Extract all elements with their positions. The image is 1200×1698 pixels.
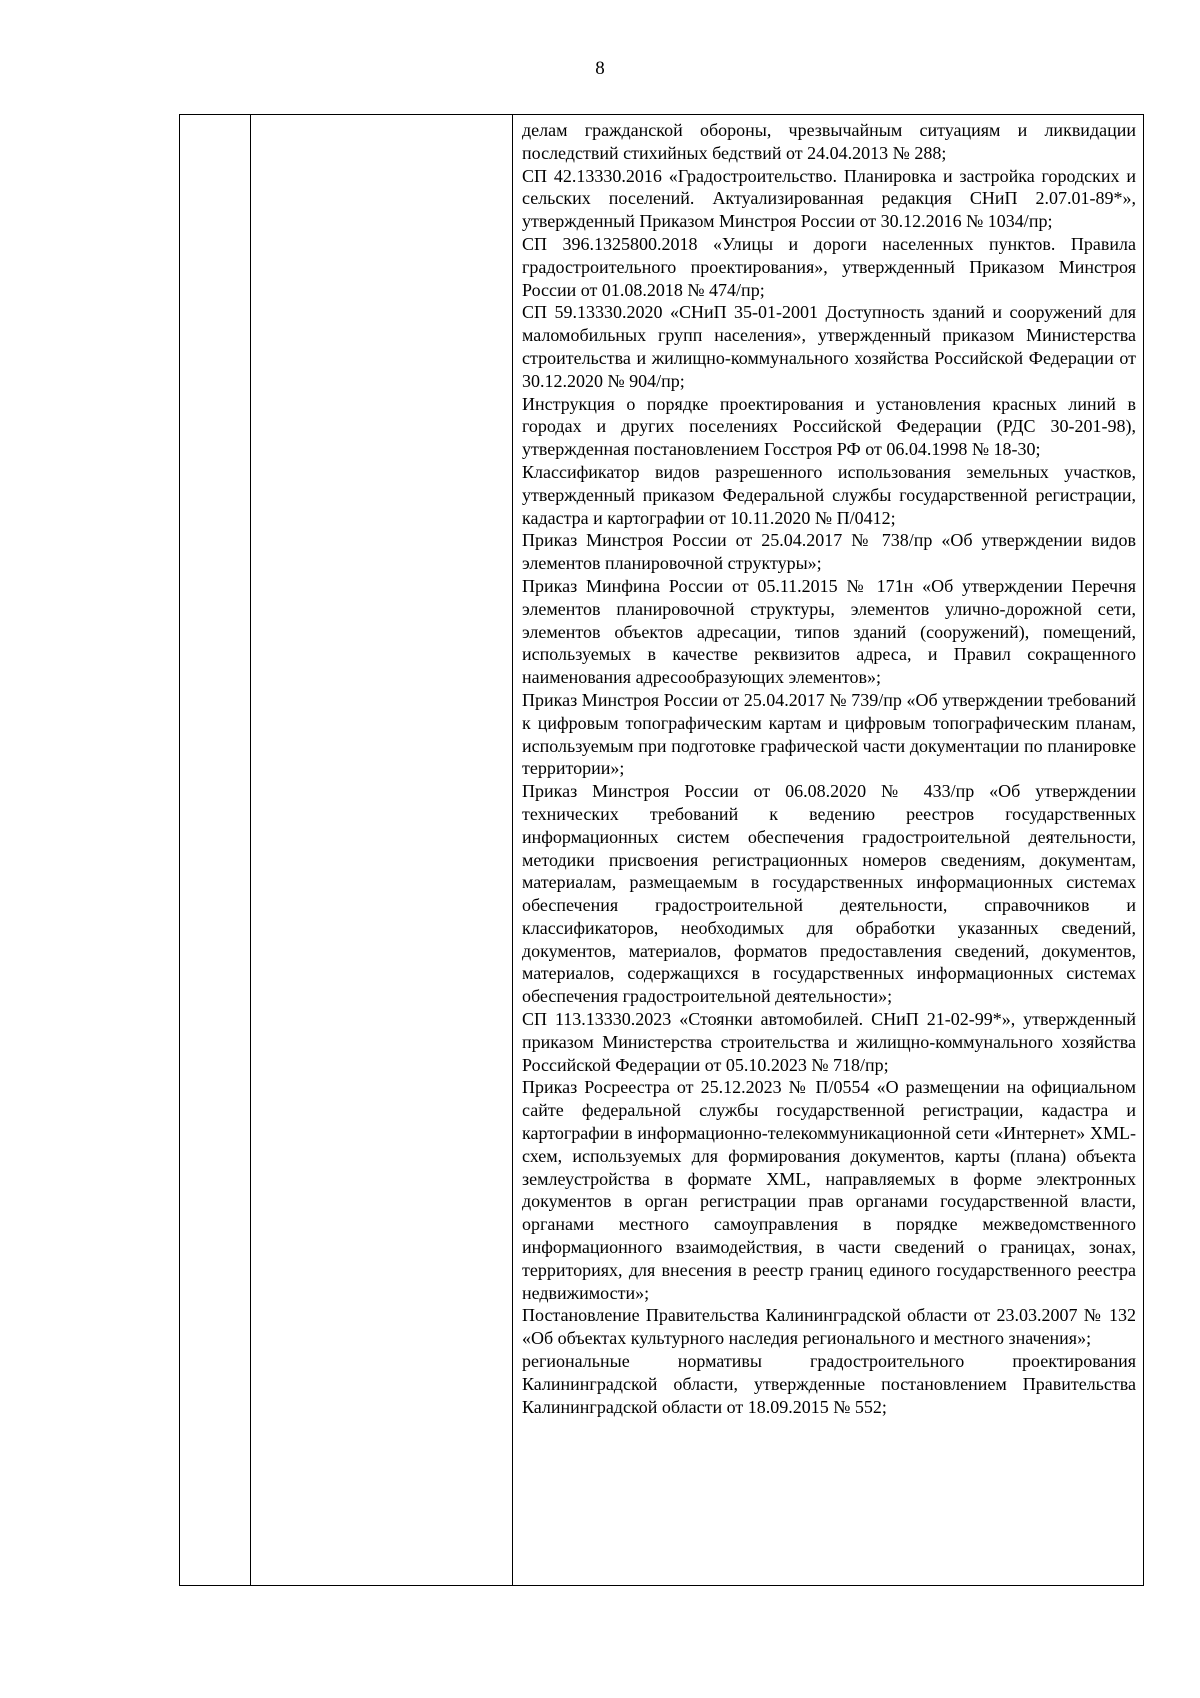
regulation-paragraph: Приказ Минфина России от 05.11.2015 № 171н «Об утверждении Перечня элементов планировочной структуры, элементов улично-дорожной сети, элементов объектов адресации, типов зданий (сооружений), помещений, используемых в качестве реквизитов адреса, и Правил сокращенного наименования адресообразующих элементов»;: [522, 575, 1136, 688]
regulation-paragraph: Классификатор видов разрешенного использования земельных участков, утвержденный приказом Федеральной службы государственной регистрации, кадастра и картографии от 10.11.2020 № П/0412;: [522, 461, 1136, 528]
regulation-paragraph: СП 396.1325800.2018 «Улицы и дороги населенных пунктов. Правила градостроительного проектирования», утвержденный Приказом Минстроя России от 01.08.2018 № 474/пр;: [522, 233, 1136, 300]
regulation-paragraph: Приказ Росреестра от 25.12.2023 № П/0554 «О размещении на официальном сайте федеральной службы государственной регистрации, кадастра и картографии в информационно-телекоммуникационной сети «Интернет» XML-схем, используемых для формирования документов, карты (плана) объекта землеустройства в формате XML, направляемых в форме электронных документов в орган регистрации прав органами государственной власти, органами местного самоуправления в порядке межведомственного информационного взаимодействия, в части сведений о границах, зонах, территориях, для внесения в реестр границ единого государственного реестра недвижимости»;: [522, 1077, 1136, 1303]
page-number: 8: [595, 58, 605, 79]
regulation-paragraph: Постановление Правительства Калининградской области от 23.03.2007 № 132 «Об объектах культурного наследия регионального и местного значения»;: [522, 1305, 1136, 1349]
regulation-paragraph: СП 42.13330.2016 «Градостроительство. Планировка и застройка городских и сельских поселений. Актуализированная редакция СНиП 2.07.01-89*», утвержденный Приказом Минстроя России от 30.12.2016 № 1034/пр;: [522, 165, 1136, 232]
regulation-paragraph: делам гражданской обороны, чрезвычайным ситуациям и ликвидации последствий стихийных бедствий от 24.04.2013 № 288;: [522, 120, 1136, 163]
table-cell-content: [513, 115, 1144, 1586]
regulation-paragraph: СП 113.13330.2023 «Стоянки автомобилей. СНиП 21-02-99*», утвержденный приказом Министерства строительства и жилищно-коммунального хозяйства Российской Федерации от 05.10.2023 № 718/пр;: [522, 1009, 1136, 1075]
regulation-paragraph: Приказ Минстроя России от 25.04.2017 № 738/пр «Об утверждении видов элементов планировочной структуры»;: [522, 530, 1136, 574]
table-cell-number: [180, 115, 251, 1586]
regulation-paragraph: Инструкция о порядке проектирования и установления красных линий в городах и других поселениях Российской Федерации (РДС 30-201-98), утвержденная постановлением Госстроя РФ от 06.04.1998 № 18-30;: [522, 393, 1136, 460]
table-cell-item: [251, 115, 513, 1586]
regulation-paragraph: региональные нормативы градостроительного проектирования Калининградской области, утвержденные постановлением Правительства Калининградской области от 18.09.2015 № 552;: [522, 1351, 1136, 1417]
table-row: [180, 115, 1144, 1586]
regulation-paragraph: Приказ Минстроя России от 25.04.2017 № 739/пр «Об утверждении требований к цифровым топографическим картам и цифровым топографическим планам, используемым при подготовке графической части документации по планировке территории»;: [522, 689, 1136, 779]
regulation-paragraph: СП 59.13330.2020 «СНиП 35-01-2001 Доступность зданий и сооружений для маломобильных групп населения», утвержденный приказом Министерства строительства и жилищно-коммунального хозяйства Российской Федерации от 30.12.2020 № 904/пр;: [522, 302, 1136, 391]
regulations-table: [179, 114, 1144, 1586]
regulation-paragraph: Приказ Минстроя России от 06.08.2020 № 433/пр «Об утверждении технических требований к ведению реестров государственных информационных систем обеспечения градостроительной деятельности, методики присвоения регистрационных номеров сведениям, документам, материалам, размещаемым в государственных информационных системах обеспечения градостроительной деятельности, справочников и классификаторов, необходимых для обработки указанных сведений, документов, материалов, форматов предоставления сведений, документов, материалов, содержащихся в государственных информационных системах обеспечения градостроительной деятельности»;: [522, 781, 1136, 1007]
